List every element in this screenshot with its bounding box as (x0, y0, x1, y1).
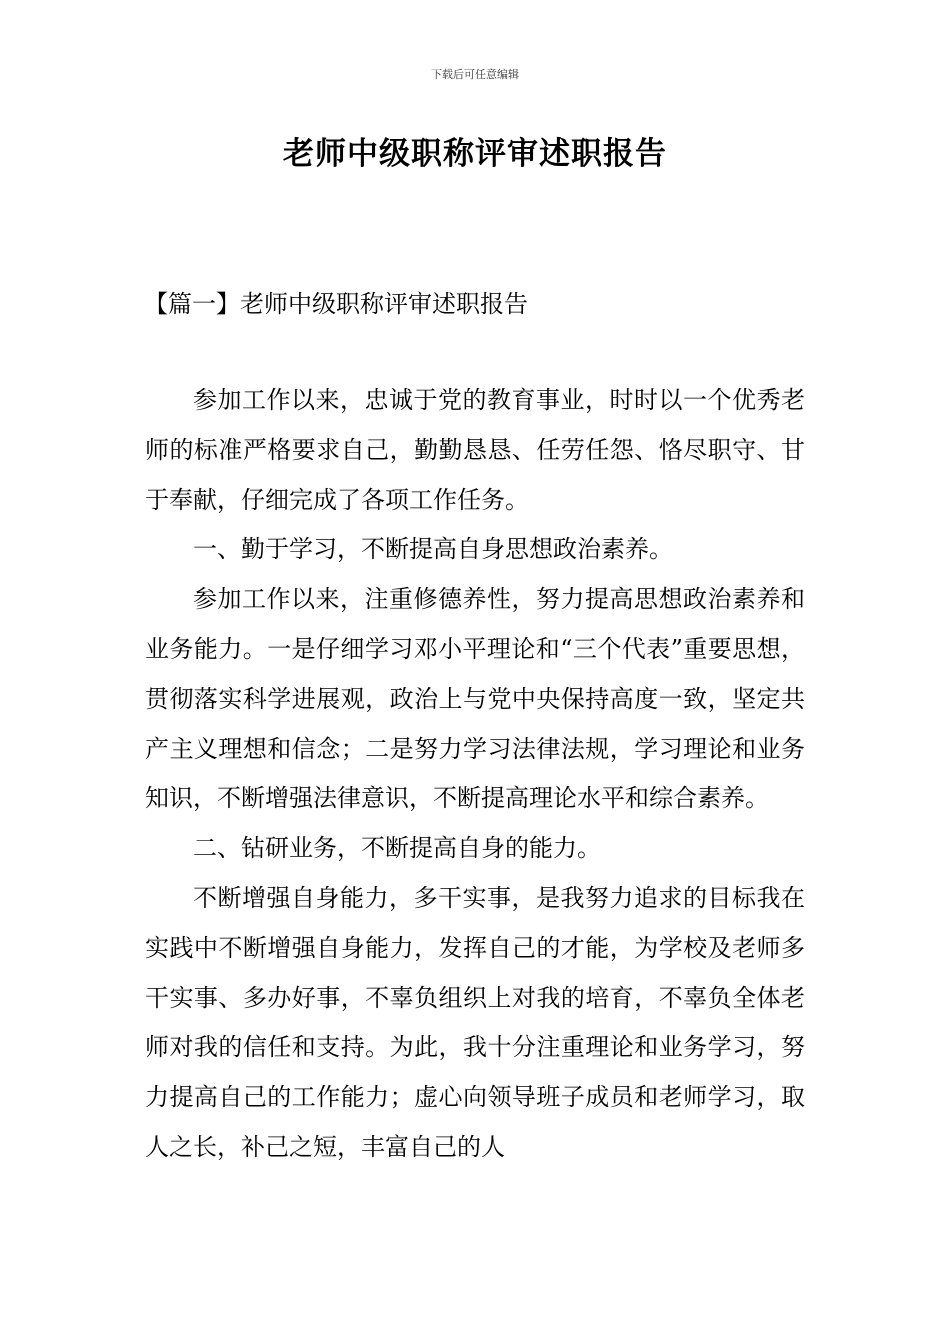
section-heading: 【篇一】老师中级职称评审述职报告 (144, 290, 528, 318)
document-body (145, 376, 805, 1173)
paragraph-4-heading: 二、钻研业务，不断提高自身的能力。 (193, 834, 601, 863)
paragraph-5: 不断增强自身能力，多干实事，是我努力追求的目标我在实践中不断增强自身能力，发挥自己的才能，为学校及老师多干实事、多办好事，不辜负组织上对我的培育，不辜负全体老师对我的信任和支持。为此，我十分注重理论和业务学习，努力提高自己的工作能力；虚心向领导班子成员和老师学习，取人之长，补己之短，丰富自己的人 (145, 883, 805, 1161)
header-note: 下载后可任意编辑 (431, 68, 519, 81)
paragraph-2-heading: 一、勤于学习，不断提高自身思想政治素养。 (193, 535, 673, 564)
paragraph-1: 参加工作以来，忠诚于党的教育事业，时时以一个优秀老师的标准严格要求自己，勤勤恳恳、任劳任怨、恪尽职守、甘于奉献，仔细完成了各项工作任务。 (145, 386, 805, 514)
document-title: 老师中级职称评审述职报告 (283, 136, 667, 172)
paragraph-3: 参加工作以来，注重修德养性，努力提高思想政治素养和业务能力。一是仔细学习邓小平理论和“三个代表”重要思想，贯彻落实科学进展观，政治上与党中央保持高度一致，坚定共产主义理想和信念；二是努力学习法律法规，学习理论和业务知识，不断增强法律意识，不断提高理论水平和综合素养。 (145, 585, 805, 813)
